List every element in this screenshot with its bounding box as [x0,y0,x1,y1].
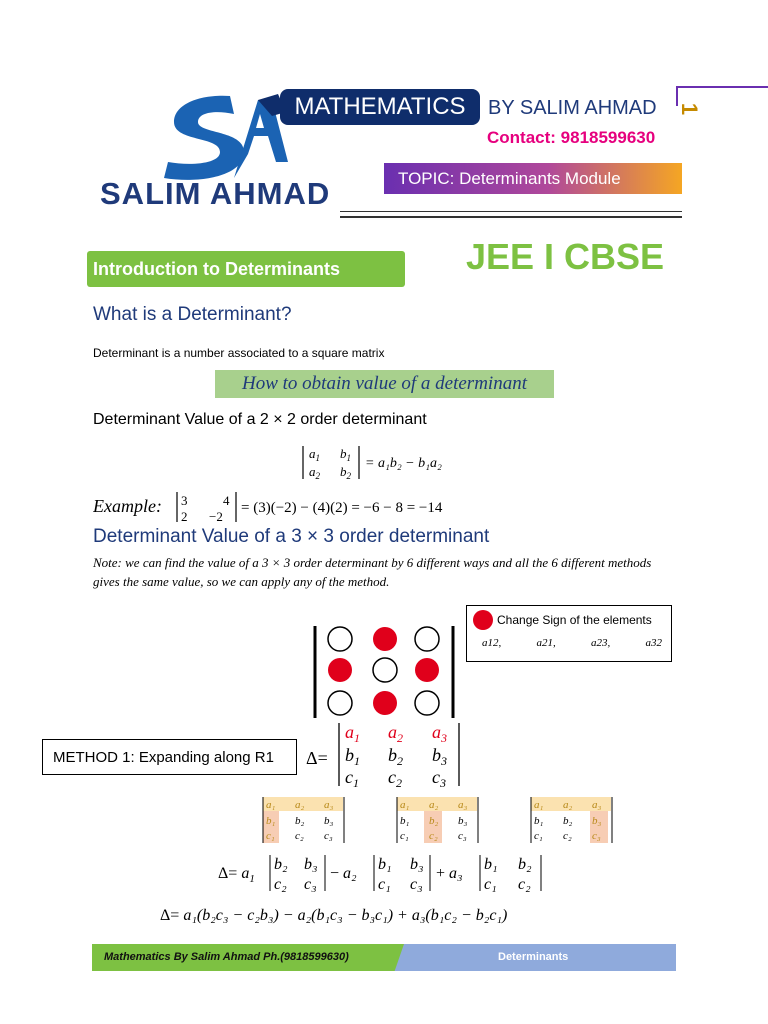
svg-text:b₂: b₂ [563,815,573,827]
topic-badge: TOPIC: Determinants Module [384,163,682,194]
method-label: METHOD 1: Expanding along R1 [42,739,297,775]
svg-text:b₃: b₃ [592,815,602,827]
svg-text:b₂: b₂ [274,856,288,873]
svg-text:a₁: a₁ [534,799,544,811]
page-number: 1 [677,102,703,116]
formula-2x2-result: = a₁b₂ − b₁a₂ [365,456,442,471]
svg-text:Δ=: Δ= [306,748,328,768]
note-text: Note: we can find the value of a 3 × 3 order determinant by 6 different ways and all the 6 different methods gives the same value, so we can apply any of the method. [93,555,652,589]
svg-text:c₂: c₂ [429,830,438,842]
svg-text:c₁: c₁ [266,830,275,842]
header-rule-thick [340,216,682,218]
svg-text:c₁: c₁ [484,876,497,893]
svg-text:b3: $b_3$ [432,745,447,768]
how-to-badge: How to obtain value of a determinant [215,370,554,398]
svg-text:a₂: a₂ [563,799,573,811]
svg-text:c₂: c₂ [295,830,304,842]
svg-text:b₁: b₁ [534,815,544,827]
svg-text:4: 4 [223,493,230,508]
example-result: = (3)(−2) − (4)(2) = −6 − 8 = −14 [241,500,443,516]
svg-text:c1: $c_1$ [345,767,359,790]
svg-text:c₃: c₃ [458,830,467,842]
brand-logo-icon [160,92,290,182]
svg-text:b₃: b₃ [304,856,318,873]
contact-info: Contact: 9818599630 [487,128,656,147]
legend-element: a32 [645,637,662,649]
svg-text:b1: $b_1$ [345,745,360,768]
svg-text:2: 2 [181,509,188,524]
svg-text:b1: $b_1$ [340,446,351,463]
svg-text:a1: $a_1$ [309,446,320,463]
svg-text:a2: $a_2$ [309,464,320,481]
svg-text:c3: $c_3$ [432,767,446,790]
svg-text:c₁: c₁ [534,830,543,842]
svg-text:a₂: a₂ [429,799,439,811]
svg-text:c₃: c₃ [410,876,423,893]
example-line [93,490,533,526]
cofactor-expansion [218,851,568,895]
footer-title: Mathematics By Salim Ahmad Ph.(9818599630) [104,951,349,963]
two-by-two-heading: Determinant Value of a 2 × 2 order determinant [93,411,427,428]
svg-text:c₂: c₂ [274,876,287,893]
sign-pattern-diagram [310,624,460,720]
svg-text:a₁: a₁ [400,799,410,811]
svg-text:b2: $b_2$ [340,464,351,481]
svg-text:a₃: a₃ [324,799,334,811]
definition-text: Determinant is a number associated to a square matrix [93,346,385,360]
svg-text:b₂: b₂ [429,815,439,827]
legend-elements [482,637,662,649]
example-label: Example: [93,496,162,516]
question-heading: What is a Determinant? [93,304,292,325]
svg-text:c2: $c_2$ [388,767,402,790]
svg-text:b₃: b₃ [410,856,424,873]
svg-text:a₂: a₂ [295,799,305,811]
svg-text:a₁: a₁ [266,799,276,811]
svg-text:b₂: b₂ [518,856,532,873]
brand-name: SALIM AHMAD [100,176,331,211]
by-label: BY [488,97,520,119]
svg-text:b₂: b₂ [295,815,305,827]
legend-element: a23, [591,637,611,649]
exam-tags: JEE I CBSE [466,236,665,277]
legend-text: Change Sign of the elements [497,613,652,627]
svg-text:a₃: a₃ [458,799,468,811]
svg-text:a2: $a_2$ [388,722,403,745]
svg-text:Δ= a₁(b₂c₃ − c₂b₃) − a₂(b₁c₃ −: Δ= a₁(b₂c₃ − c₂b₃) − a₂(b₁c₃ − b₃c₁) + a₃(b₁c₂ − b₂c₁) [160,907,508,924]
author-line [488,97,657,120]
svg-text:Δ= a1: $\Delta= a_1$ [218,865,255,885]
legend-element: a12, [482,637,502,649]
svg-text:c₃: c₃ [324,830,333,842]
minor-matrix-a2 [397,797,478,843]
subject-badge: MATHEMATICS [280,89,480,125]
svg-text:− a₂: − a₂ [330,865,357,882]
svg-text:b₃: b₃ [458,815,468,827]
final-equation-text: Δ= a1(b2c3 − c2b3) − a2(b1c3 − b3c1) + a3(b1c2 − b2c1) [160,902,186,903]
svg-text:a₃: a₃ [592,799,602,811]
legend-element: a21, [536,637,556,649]
svg-text:c₁: c₁ [378,876,391,893]
svg-text:b₁: b₁ [400,815,410,827]
formula-2x2 [300,444,500,482]
corner-divider [676,86,768,88]
svg-text:a3: $a_3$ [432,722,447,745]
svg-text:c₃: c₃ [592,830,601,842]
svg-text:b₃: b₃ [324,815,334,827]
footer-topic: Determinants [498,951,569,963]
svg-text:3: 3 [181,493,188,508]
determinant-3x3 [306,720,476,790]
minor-matrix-a1 [263,797,344,843]
three-by-three-heading: Determinant Value of a 3 × 3 order determinant [93,526,490,547]
svg-text:b₁: b₁ [378,856,392,873]
svg-text:−2: −2 [209,509,223,524]
svg-text:+ a₃: + a₃ [436,865,463,882]
svg-text:c₁: c₁ [400,830,409,842]
svg-text:c₂: c₂ [563,830,572,842]
svg-text:b₁: b₁ [484,856,498,873]
intro-badge: Introduction to Determinants [87,251,405,287]
svg-text:a1: $a_1$ [345,722,360,745]
svg-text:b₁: b₁ [266,815,276,827]
svg-text:b2: $b_2$ [388,745,403,768]
legend-red-dot-icon [473,610,493,630]
expansion-text: Δ = a₁|b₂ b₃; c₂ c₃| − a₂|b₁ b₃; c₁ c₃| + a₃|b₁ b₂; c₁ c₂| [218,851,241,852]
svg-text:c₃: c₃ [304,876,317,893]
final-equation [160,902,610,928]
header-rule [340,211,682,212]
author-name: SALIM AHMAD [519,97,657,119]
svg-text:c₂: c₂ [518,876,531,893]
minor-highlight-matrices [260,795,620,845]
minor-matrix-a3 [531,797,612,843]
